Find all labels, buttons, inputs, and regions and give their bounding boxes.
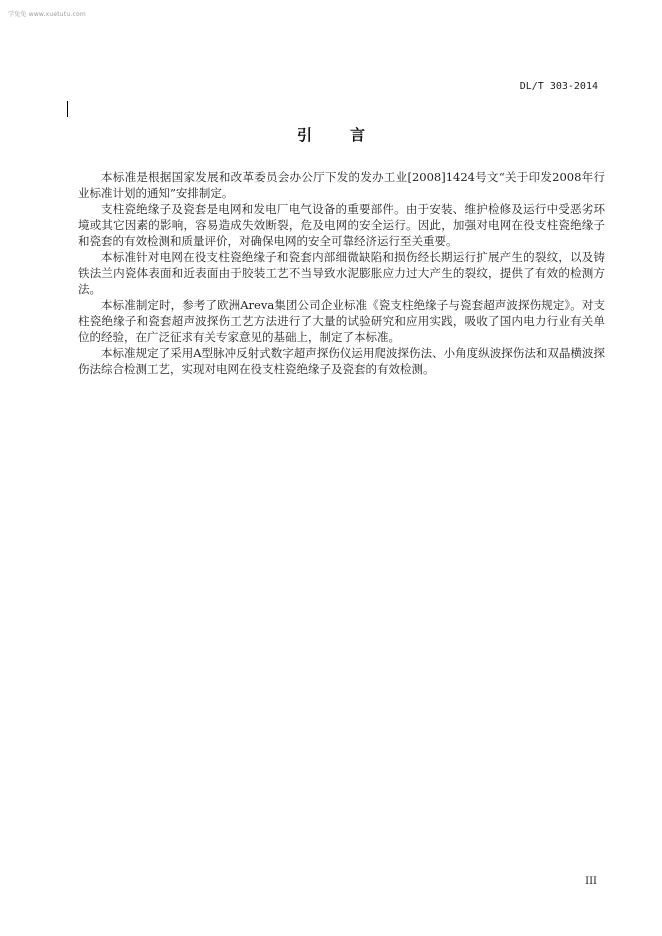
margin-bar bbox=[67, 101, 68, 117]
paragraph: 本标准制定时，参考了欧洲Areva集团公司企业标准《瓷支柱绝缘子与瓷套超声波探伤规定》。对支柱瓷绝缘子和瓷套超声波探伤工艺方法进行了大量的试验研究和应用实践，吸收了国内电力行业有关单位的经验，在广泛征求有关专家意见的基础上，制定了本标准。 bbox=[78, 298, 605, 344]
paragraph: 本标准针对电网在役支柱瓷绝缘子和瓷套内部细微缺陷和损伤经长期运行扩展产生的裂纹，以及铸铁法兰内瓷体表面和近表面由于胶装工艺不当导致水泥膨胀应力过大产生的裂纹，提供了有效的检测方法。 bbox=[78, 250, 605, 296]
body-text bbox=[78, 169, 605, 377]
page-number: III bbox=[585, 876, 597, 887]
watermark: 学兔兔 www.xuetutu.com bbox=[8, 11, 86, 18]
document-number: DL/T 303-2014 bbox=[519, 81, 598, 92]
page-title: 引言 bbox=[296, 126, 403, 144]
paragraph: 支柱瓷绝缘子及瓷套是电网和发电厂电气设备的重要部件。由于安装、维护检修及运行中受恶劣环境或其它因素的影响，容易造成失效断裂，危及电网的安全运行。因此，加强对电网在役支柱瓷绝缘子和瓷套的有效检测和质量评价，对确保电网的安全可靠经济运行至关重要。 bbox=[78, 202, 605, 248]
paragraph: 本标准规定了采用A型脉冲反射式数字超声探伤仪运用爬波探伤法、小角度纵波探伤法和双晶横波探伤法综合检测工艺，实现对电网在役支柱瓷绝缘子及瓷套的有效检测。 bbox=[78, 346, 605, 376]
paragraph: 本标准是根据国家发展和改革委员会办公厅下发的发办工业[2008]1424号文“关于印发2008年行业标准计划的通知”安排制定。 bbox=[78, 170, 605, 200]
